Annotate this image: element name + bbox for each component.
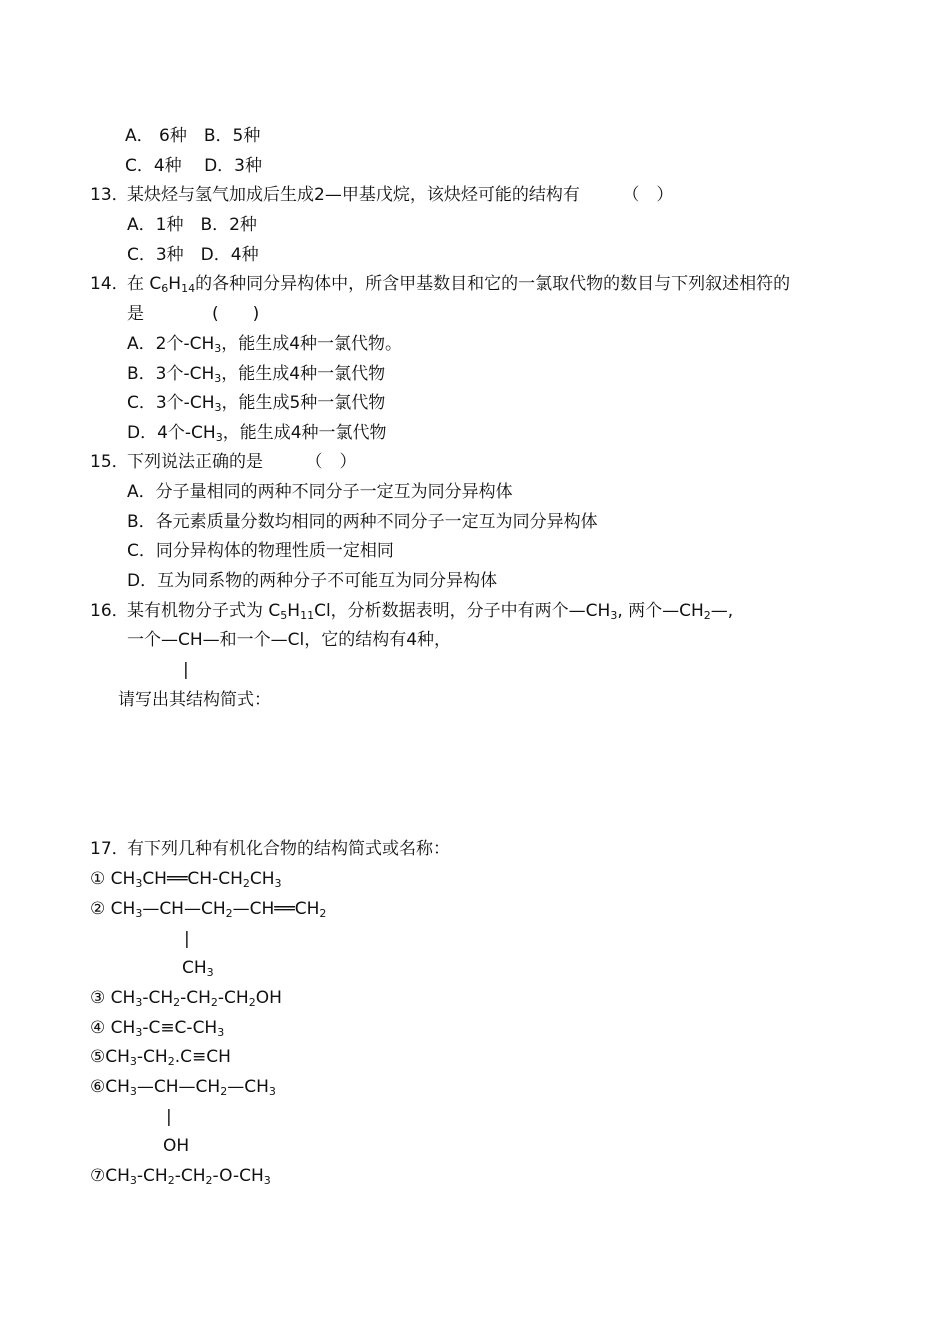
q16-bond-bar: |: [183, 660, 189, 680]
q17-number: 17．: [90, 839, 129, 859]
q14-option-a: A．2个$-CH_3$，能生成4种一氯代物。: [127, 334, 403, 355]
circled-number: ⑥: [90, 1077, 106, 1097]
q12-options-line2: C．4种 D．3种: [125, 156, 262, 176]
q16-number: 16．: [90, 601, 129, 621]
compound-2-bond-bar: |: [184, 929, 190, 949]
circled-number: ③: [90, 988, 106, 1008]
q13-stem: 某炔烃与氢气加成后生成2—甲基戊烷，该炔烃可能的结构有 （ ）: [127, 185, 674, 205]
q16-stem: 某有机物分子式为 $C_5H_{11}Cl$，分析数据表明，分子中有两个$—CH_3$, 两个$—CH_2—$,: [127, 601, 734, 622]
compound-6: $⑥CH_3—CH—CH_2—CH_3$: [90, 1077, 276, 1098]
compound-2-branch: $CH_3$: [182, 958, 214, 979]
compound-5: $⑤CH_3-CH_2.C\equiv CH$: [90, 1047, 231, 1068]
compound-4: ④ $CH_3-C\equiv C-CH_3$: [90, 1018, 225, 1039]
compound-2: ② $CH_3—CH—CH_2—CH══CH_2$: [90, 899, 327, 920]
compound-6-bond-bar: |: [166, 1107, 172, 1127]
compound-1: ① $CH_3CH══CH-CH_2CH_3$: [90, 869, 282, 890]
q14-stem: 在 $C_6H_{14}$的各种同分异构体中，所含甲基数目和它的一氯取代物的数目与下列叙述相符的: [127, 274, 791, 295]
circled-number: ⑤: [90, 1047, 106, 1067]
q12-options-line1: A． 6种 B．5种: [125, 126, 261, 146]
q14-option-d: D．4个$-CH_3$，能生成4种一氯代物: [127, 423, 387, 444]
q14-stem-line2: 是 ( ): [127, 304, 260, 324]
circled-number: ④: [90, 1018, 106, 1038]
q16-stem-line2: 一个—CH—和一个—Cl，它的结构有4种，: [127, 630, 452, 650]
circled-number: ②: [90, 899, 106, 919]
q14-number: 14．: [90, 274, 129, 294]
q15-option-c: C．同分异构体的物理性质一定相同: [127, 541, 394, 561]
q15-number: 15．: [90, 452, 129, 472]
compound-7: $⑦CH_3-CH_2-CH_2-O-CH_3$: [90, 1166, 271, 1187]
q13-options-line2: C．3种 D．4种: [127, 245, 259, 265]
q14-option-b: B．3个$-CH_3$，能生成4种一氯代物: [127, 364, 386, 385]
q15-option-b: B．各元素质量分数均相同的两种不同分子一定互为同分异构体: [127, 512, 598, 532]
compound-3: ③ $CH_3-CH_2-CH_2-CH_2OH$: [90, 988, 282, 1009]
q15-option-a: A．分子量相同的两种不同分子一定互为同分异构体: [127, 482, 513, 502]
q14-option-c: C．3个$-CH_3$，能生成5种一氯代物: [127, 393, 386, 414]
q15-option-d: D．互为同系物的两种分子不可能互为同分异构体: [127, 571, 498, 591]
q15-stem: 下列说法正确的是 （ ）: [127, 452, 357, 472]
compound-6-branch: OH: [163, 1136, 190, 1156]
q13-options-line1: A．1种 B．2种: [127, 215, 257, 235]
q13-number: 13．: [90, 185, 129, 205]
q16-instruction: 请写出其结构简式：: [118, 690, 271, 710]
circled-number: ①: [90, 869, 106, 889]
q17-stem: 有下列几种有机化合物的结构简式或名称：: [127, 839, 450, 859]
circled-number: ⑦: [90, 1166, 106, 1186]
